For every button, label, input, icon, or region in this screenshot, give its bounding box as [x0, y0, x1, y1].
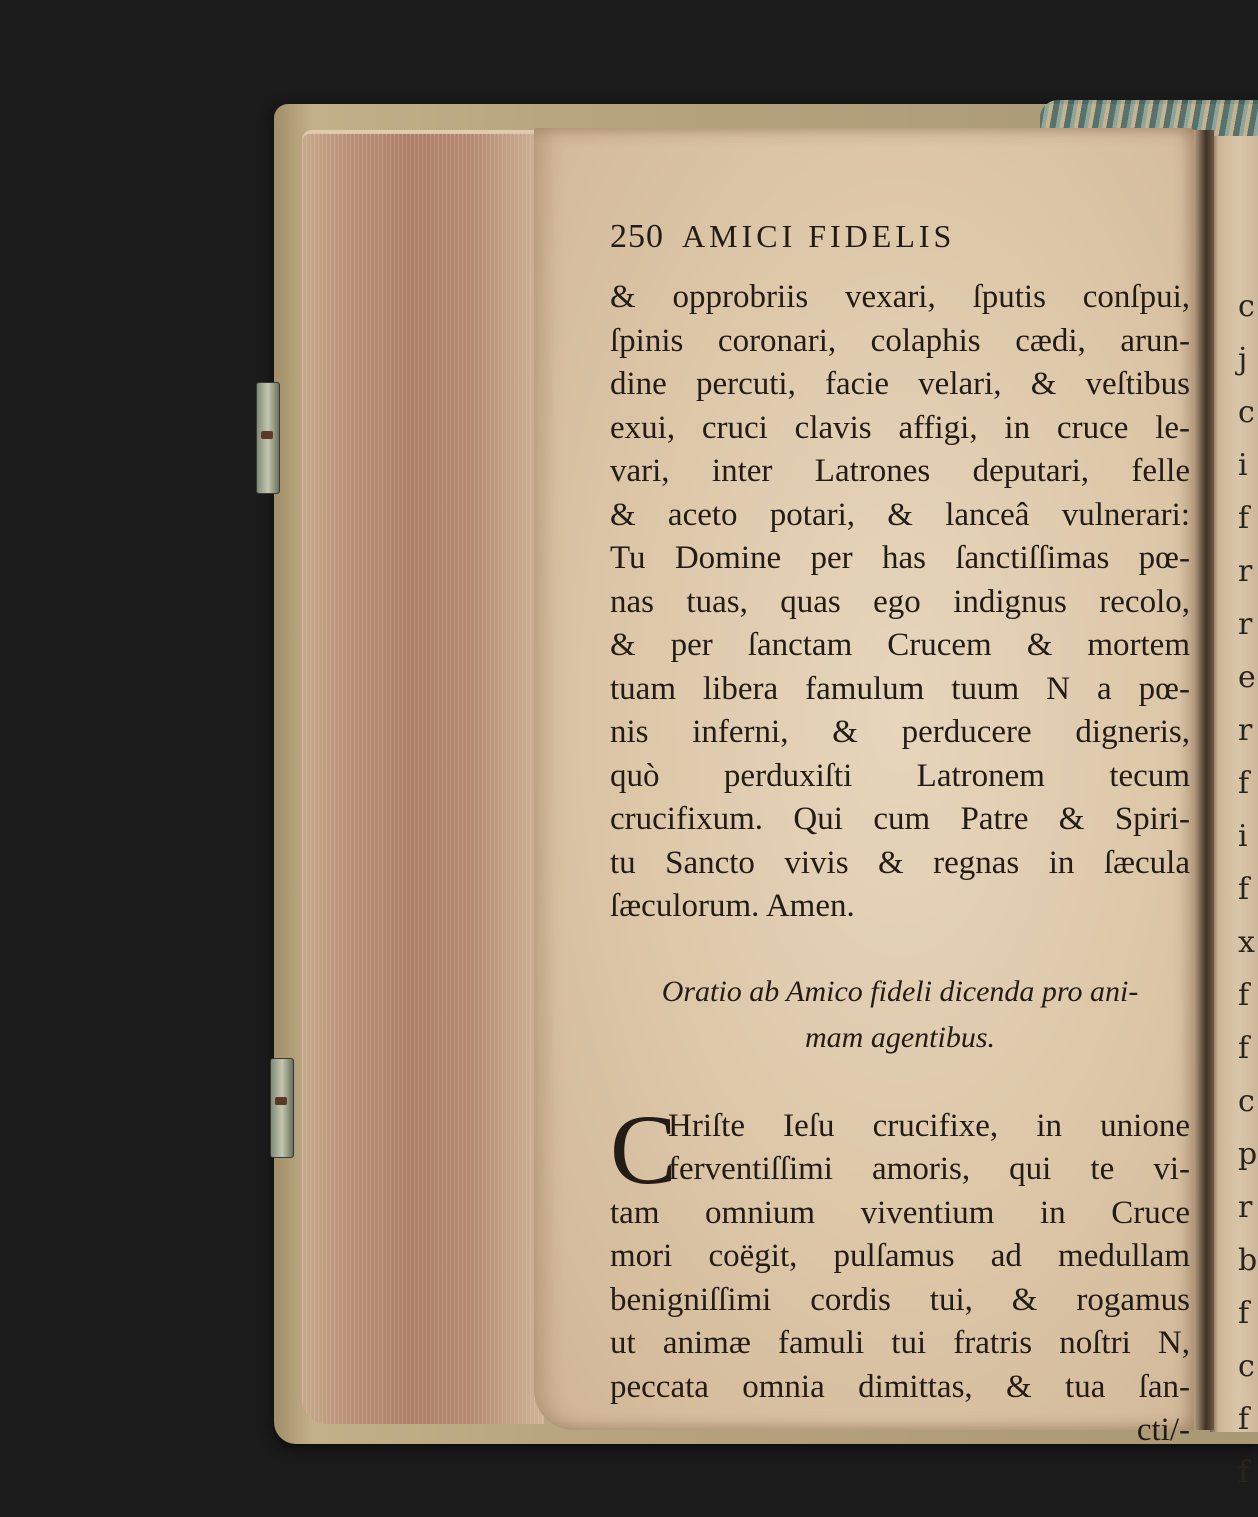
facing-page-letter: r [1238, 713, 1253, 748]
facing-page-letter: c [1238, 1349, 1255, 1384]
paragraph-one [610, 276, 1190, 929]
text-line: tu Sancto vivis & regnas in ſæcula [610, 844, 1190, 881]
text-line: mori coëgit, pulſamus ad medullam [610, 1238, 1190, 1274]
page-number: 250 [610, 218, 664, 255]
lower-clasp [270, 1058, 294, 1158]
catchword: cti/- [1136, 1412, 1190, 1448]
facing-page-letter: r [1238, 1190, 1253, 1225]
text-line: Hriſte Ieſu crucifixe, in unione [668, 1107, 1190, 1144]
text-line: crucifixum. Qui cum Patre & Spiri- [610, 801, 1190, 837]
facing-page-letter: i [1238, 448, 1248, 483]
clasp-pin [261, 431, 273, 439]
heading-line: mam agentibus. [805, 1020, 995, 1054]
facing-page-letter: f [1238, 1296, 1250, 1331]
facing-page-letter: r [1238, 554, 1253, 589]
running-head-title: AMICI FIDELIS [682, 218, 956, 254]
running-head [610, 218, 1190, 276]
text-line: & per ſanctam Crucem & mortem [610, 627, 1190, 663]
text-line: & opprobriis vexari, ſputis conſpui, [610, 279, 1190, 315]
text-line: quò perduxiſti Latronem tecum [610, 757, 1190, 794]
facing-page-letter: c [1238, 395, 1255, 430]
facing-page-letter: i [1238, 819, 1248, 854]
text-line: tam omnium viventium in Cruce [610, 1194, 1190, 1231]
facing-page-letter: b [1238, 1243, 1258, 1278]
facing-page-letter: e [1238, 660, 1256, 695]
text-line: tuam libera famulum tuum N a pœ- [610, 670, 1190, 707]
facing-page-letter: j [1238, 342, 1248, 377]
facing-page-letter: f [1238, 1031, 1250, 1066]
prayer-heading [610, 969, 1190, 1061]
facing-page-letter: f [1238, 501, 1250, 536]
facing-page-letter: p [1238, 1137, 1258, 1172]
text-line: vari, inter Latrones deputari, felle [610, 453, 1190, 489]
text-line: & aceto potari, & lanceâ vulnerari: [610, 496, 1190, 533]
text-line: Tu Domine per has ſanctiſſimas pœ- [610, 540, 1190, 576]
page-fore-edge [302, 134, 544, 1424]
facing-page-letter: x [1238, 925, 1255, 960]
paragraph-two [610, 1093, 1190, 1453]
book-gutter [1194, 130, 1214, 1430]
text-line: nis inferni, & perducere digneris, [610, 714, 1190, 750]
upper-clasp [256, 382, 280, 494]
facing-page-letter: f [1238, 872, 1250, 907]
facing-page-letter: f [1238, 978, 1250, 1013]
facing-page-letter: r [1238, 607, 1253, 642]
text-line: ſpinis coronari, colaphis cædi, arun- [610, 322, 1190, 359]
facing-page-letter: c [1238, 289, 1255, 324]
text-line: nas tuas, quas ego indignus recolo, [610, 583, 1190, 620]
text-line: peccata omnia dimittas, & tua ſan- [610, 1368, 1190, 1405]
facing-page-letter: f [1238, 1455, 1250, 1490]
facing-page-letters [1238, 280, 1258, 1490]
facing-page-letter: f [1238, 766, 1250, 801]
facing-page-letter: f [1238, 1402, 1250, 1437]
text-line: ferventiſſimi amoris, qui te vi- [668, 1151, 1190, 1187]
text-line: benigniſſimi cordis tui, & rogamus [610, 1281, 1190, 1318]
drop-cap-initial: C [610, 1093, 677, 1205]
text-line: ut animæ famuli tui fratris noſtri N, [610, 1325, 1190, 1361]
page-text-block [610, 218, 1190, 1452]
text-line: exui, cruci clavis affigi, in cruce le- [610, 409, 1190, 446]
facing-page-letter: c [1238, 1084, 1255, 1119]
text-line: dine percuti, facie velari, & veſtibus [610, 366, 1190, 402]
text-line: ſæculorum. Amen. [610, 888, 855, 924]
heading-line: Oratio ab Amico fideli dicenda pro ani- [661, 974, 1139, 1008]
clasp-pin [275, 1097, 287, 1105]
